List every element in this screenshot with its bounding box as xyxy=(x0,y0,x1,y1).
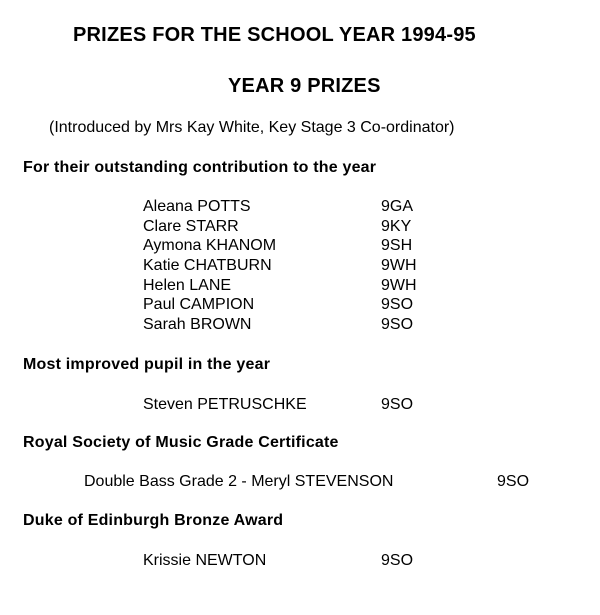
introduction-line: (Introduced by Mrs Kay White, Key Stage 3 Co-ordinator) xyxy=(49,119,455,136)
prize-entry-form: 9SO xyxy=(381,316,414,333)
prize-entry-form: 9KY xyxy=(381,218,412,235)
prize-entry-form: 9WH xyxy=(381,277,417,294)
section-heading-music-certificate: Royal Society of Music Grade Certificate xyxy=(23,434,339,451)
prize-entry-form: 9SO xyxy=(497,473,530,490)
prize-entry-name: Paul CAMPION xyxy=(143,296,255,313)
prize-entry-form: 9SO xyxy=(381,396,414,413)
prize-entry-name: Katie CHATBURN xyxy=(143,257,272,274)
prize-entry-name: Krissie NEWTON xyxy=(143,552,267,569)
prize-entry-name: Aleana POTTS xyxy=(143,198,251,215)
prize-entry-name: Aymona KHANOM xyxy=(143,237,277,254)
section-heading-outstanding-contribution: For their outstanding contribution to the year xyxy=(23,159,377,176)
section-heading-duke-of-edinburgh: Duke of Edinburgh Bronze Award xyxy=(23,512,284,529)
prize-entry-form: 9WH xyxy=(381,257,417,274)
section-heading-most-improved: Most improved pupil in the year xyxy=(23,356,271,373)
prize-entry-name: Sarah BROWN xyxy=(143,316,252,333)
prize-entry-form: 9GA xyxy=(381,198,414,215)
prize-entry-name: Steven PETRUSCHKE xyxy=(143,396,307,413)
prize-entry-name: Helen LANE xyxy=(143,277,232,294)
document-title: PRIZES FOR THE SCHOOL YEAR 1994-95 xyxy=(73,24,476,46)
prize-entry-form: 9SO xyxy=(381,296,414,313)
prize-entry-name: Double Bass Grade 2 - Meryl STEVENSON xyxy=(84,473,394,490)
prize-entry-name: Clare STARR xyxy=(143,218,239,235)
prize-entry-form: 9SO xyxy=(381,552,414,569)
document-subtitle: YEAR 9 PRIZES xyxy=(228,75,381,97)
prize-entry-form: 9SH xyxy=(381,237,413,254)
